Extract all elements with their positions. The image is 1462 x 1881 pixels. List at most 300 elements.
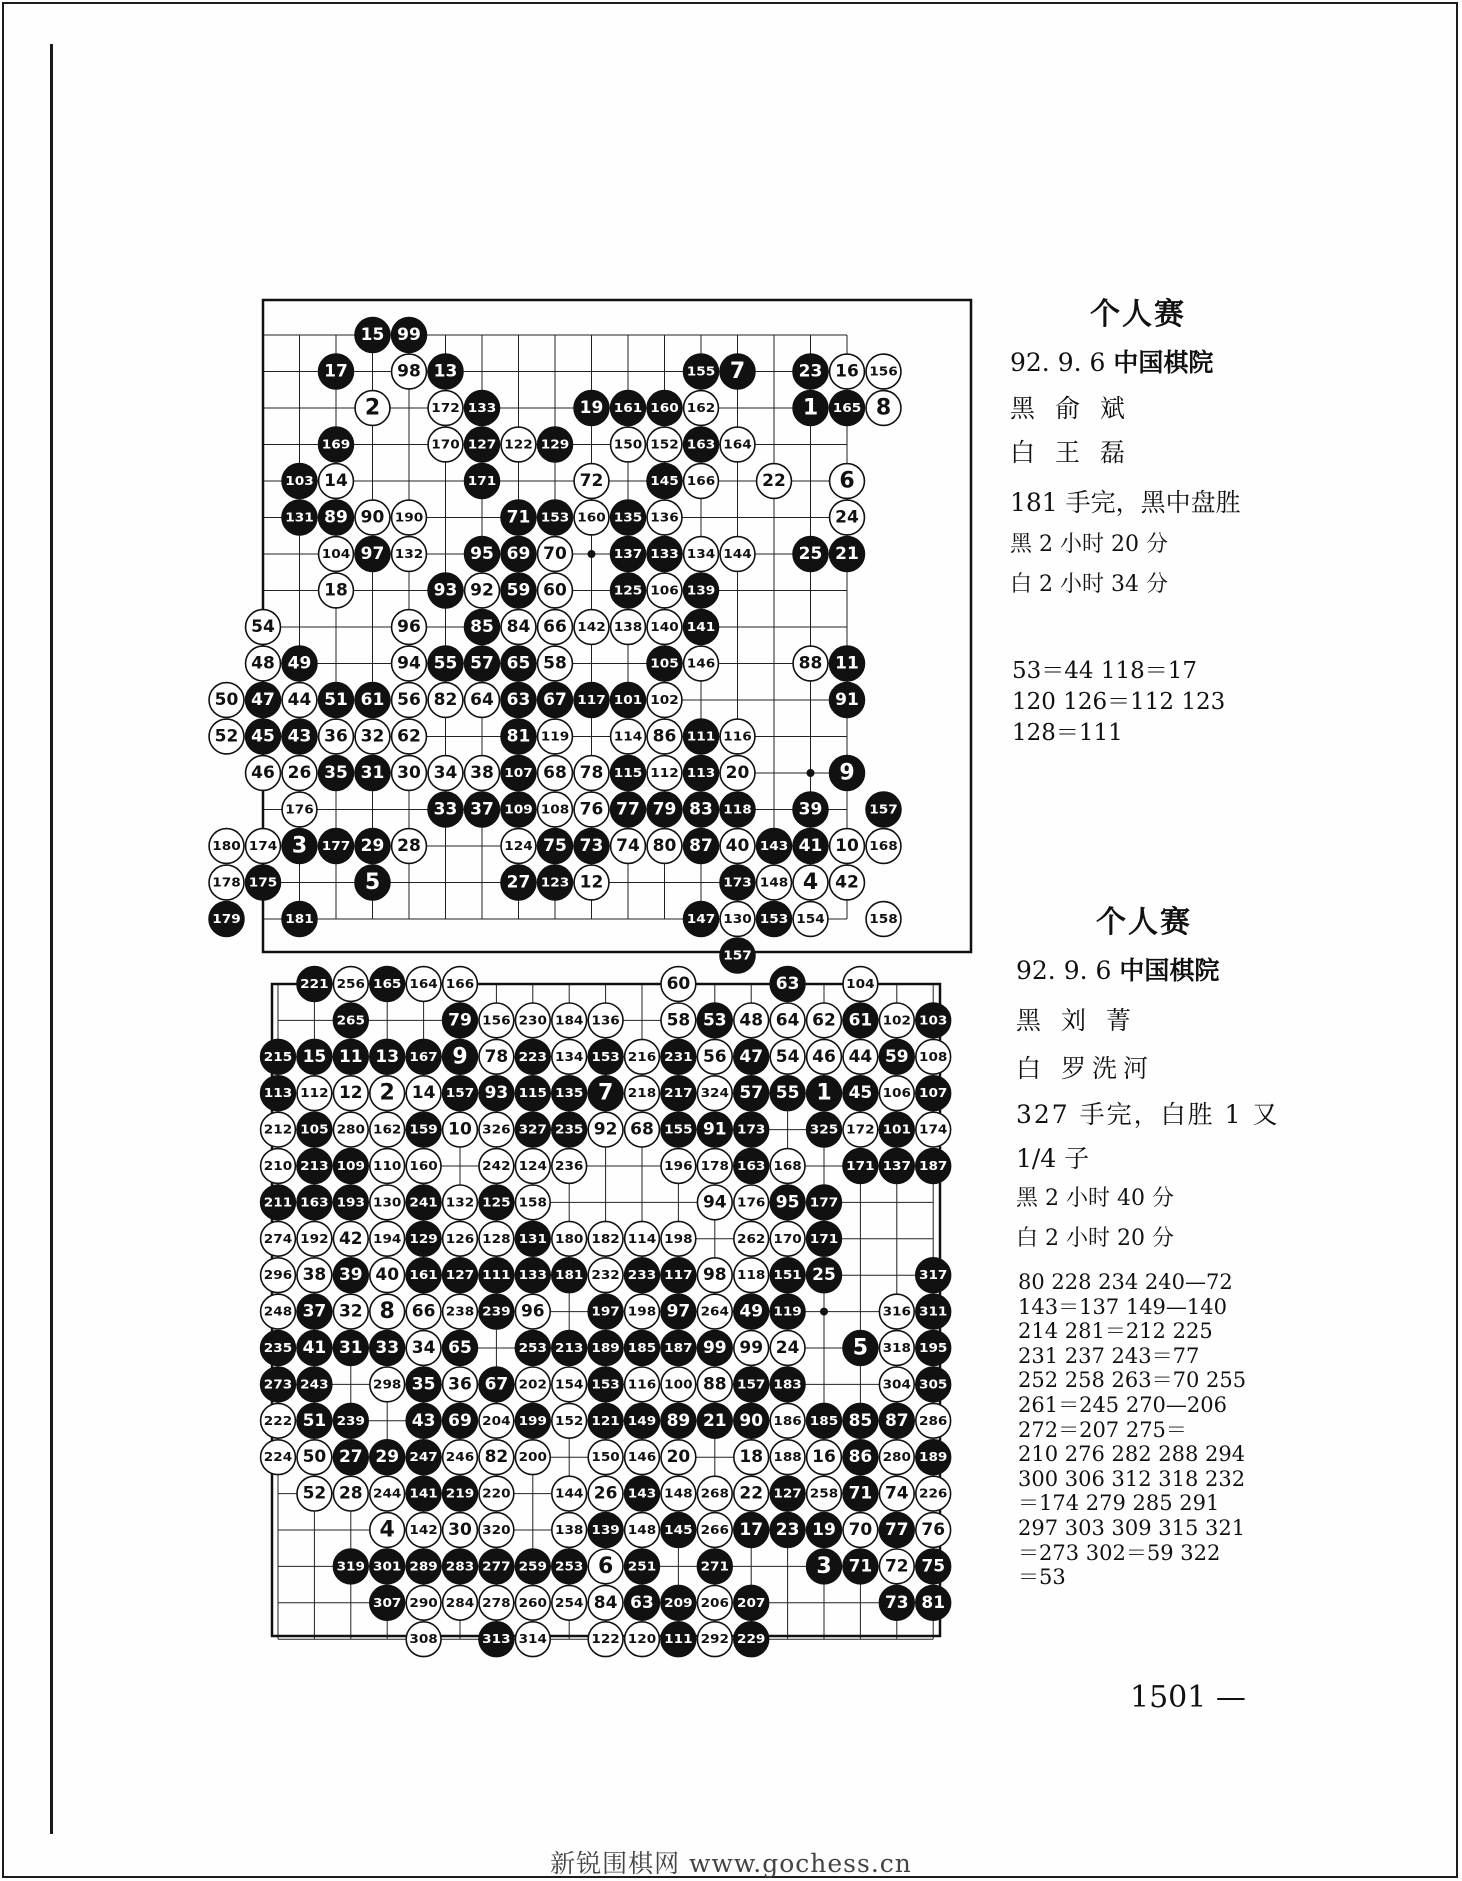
move-number: 73 — [579, 836, 604, 856]
move-number: 143 — [759, 839, 789, 853]
move-number: 152 — [650, 437, 679, 452]
note-line: 272＝207 275＝ — [1018, 1417, 1187, 1442]
move-number: 90 — [360, 507, 385, 528]
move-number: 68 — [630, 1119, 654, 1140]
white-stone — [697, 1513, 732, 1548]
black-stone — [552, 1112, 587, 1147]
white-stone — [319, 719, 354, 754]
move-number: 212 — [263, 1122, 293, 1137]
note-line: ＝174 279 285 291 — [1018, 1491, 1220, 1516]
white-stone — [843, 1039, 878, 1074]
move-number: 30 — [448, 1520, 472, 1540]
move-number: 283 — [445, 1559, 475, 1574]
move-number: 70 — [848, 1520, 873, 1540]
move-number: 180 — [555, 1231, 584, 1246]
move-number: 129 — [540, 437, 570, 452]
move-number: 48 — [739, 1010, 764, 1031]
white-stone — [443, 967, 478, 1002]
move-number: 108 — [540, 802, 570, 817]
white-stone — [588, 1112, 623, 1147]
white-stone — [261, 1258, 296, 1293]
move-number: 123 — [540, 875, 570, 890]
move-number: 251 — [627, 1559, 657, 1574]
black-stone — [588, 1403, 623, 1438]
white-stone — [661, 1440, 696, 1475]
black-stone — [465, 646, 500, 681]
move-number: 192 — [300, 1231, 329, 1246]
move-number: 160 — [577, 510, 606, 525]
move-number: 86 — [652, 726, 677, 747]
move-number: 57 — [739, 1083, 764, 1104]
move-number: 16 — [835, 361, 859, 382]
white-stone — [625, 1367, 660, 1402]
white-stone — [333, 1076, 368, 1111]
black-stone — [370, 1585, 405, 1620]
white-stone — [319, 537, 354, 572]
move-number: 58 — [666, 1010, 691, 1031]
move-number: 239 — [482, 1304, 511, 1319]
white-stone — [406, 1513, 441, 1548]
white-stone — [757, 865, 792, 900]
white-stone — [793, 902, 828, 937]
black-stone — [479, 1185, 514, 1220]
move-number: 89 — [666, 1410, 691, 1431]
black-stone — [515, 1221, 550, 1256]
move-number: 112 — [300, 1086, 329, 1101]
move-number: 19 — [579, 398, 604, 418]
white-stone — [879, 1331, 914, 1366]
move-number: 130 — [723, 912, 752, 926]
white-stone — [538, 756, 573, 791]
move-number: 94 — [397, 653, 421, 674]
black-stone — [355, 537, 390, 572]
move-number: 26 — [287, 763, 312, 783]
white-stone — [720, 719, 755, 754]
move-number: 67 — [543, 690, 567, 710]
move-notes-bottom — [1018, 1270, 1246, 1590]
black-stone — [807, 1076, 842, 1111]
move-number: 150 — [613, 437, 643, 452]
black-stone — [443, 1476, 478, 1511]
move-number: 25 — [812, 1265, 836, 1286]
black-stone — [661, 1039, 696, 1074]
black-stone — [297, 1294, 332, 1329]
move-number: 98 — [702, 1265, 727, 1286]
move-number: 36 — [448, 1374, 472, 1395]
white-stone — [625, 1076, 660, 1111]
black-stone — [625, 1549, 660, 1584]
move-number: 141 — [409, 1486, 438, 1501]
move-number: 210 — [263, 1159, 293, 1173]
note-line: 300 306 312 318 232 — [1018, 1466, 1246, 1491]
move-number: 44 — [848, 1046, 873, 1067]
move-number: 14 — [411, 1083, 436, 1104]
note-line: 128＝111 — [1012, 720, 1123, 746]
white-stone — [501, 427, 536, 462]
game-date: 92. 9. 6 — [1016, 956, 1112, 985]
black-stone — [465, 464, 500, 499]
move-number: 13 — [433, 361, 458, 382]
white-stone — [370, 1513, 405, 1548]
white-stone — [515, 1003, 550, 1038]
white-stone — [209, 719, 244, 754]
move-number: 74 — [884, 1483, 909, 1504]
move-number: 136 — [650, 510, 679, 525]
move-number: 117 — [577, 693, 606, 707]
game-date-venue — [1010, 350, 1213, 375]
white-stone — [916, 1112, 951, 1147]
move-number: 79 — [448, 1010, 472, 1031]
move-number: 280 — [882, 1450, 911, 1465]
black-stone — [501, 646, 536, 681]
black-stone — [406, 1367, 441, 1402]
move-number: 157 — [737, 1377, 766, 1392]
move-number: 126 — [445, 1231, 475, 1246]
black-stone — [261, 1185, 296, 1220]
black-stone — [443, 1331, 478, 1366]
black-stone — [443, 1039, 478, 1074]
move-number: 221 — [300, 977, 329, 991]
move-number: 29 — [375, 1447, 400, 1468]
black-stone — [501, 683, 536, 718]
black-stone — [843, 1403, 878, 1438]
white-stone — [697, 1185, 732, 1220]
move-number: 40 — [725, 836, 750, 856]
move-number: 31 — [360, 763, 385, 783]
white-stone — [515, 1440, 550, 1475]
black-stone — [807, 1112, 842, 1147]
move-number: 14 — [324, 471, 348, 491]
black-stone — [209, 902, 244, 937]
black-stone — [246, 683, 281, 718]
move-number: 3 — [291, 833, 308, 859]
black-stone — [647, 792, 682, 827]
move-number: 138 — [555, 1523, 584, 1537]
white-stone — [625, 1112, 660, 1147]
black-stone — [807, 1549, 842, 1584]
move-number: 13 — [375, 1046, 400, 1067]
move-number: 32 — [360, 726, 385, 747]
move-number: 152 — [555, 1413, 584, 1428]
white-stone — [697, 1585, 732, 1620]
black-stone — [684, 610, 719, 645]
move-number: 290 — [409, 1595, 438, 1610]
black-stone — [355, 865, 390, 900]
white-stone — [479, 1403, 514, 1438]
black-stone — [261, 1039, 296, 1074]
black-stone — [830, 683, 865, 718]
move-number: 278 — [482, 1595, 511, 1610]
move-number: 17 — [324, 361, 348, 382]
move-number: 29 — [360, 836, 385, 856]
white-stone — [684, 464, 719, 499]
move-number: 96 — [520, 1301, 545, 1322]
white-stone — [355, 500, 390, 535]
black-stone — [333, 1185, 368, 1220]
move-number: 34 — [411, 1338, 436, 1358]
white-stone — [479, 1513, 514, 1548]
black-stone — [515, 1331, 550, 1366]
move-number: 84 — [593, 1592, 618, 1613]
black-stone — [879, 1403, 914, 1438]
white-stone — [538, 537, 573, 572]
move-number: 24 — [775, 1338, 800, 1358]
black-stone — [479, 1549, 514, 1584]
page-number: 1501 — — [1130, 1680, 1246, 1715]
black-stone — [479, 1622, 514, 1657]
move-number: 100 — [664, 1377, 693, 1392]
move-number: 155 — [664, 1122, 693, 1137]
move-number: 30 — [397, 763, 421, 783]
move-number: 193 — [336, 1195, 365, 1210]
move-number: 105 — [650, 656, 679, 671]
move-number: 235 — [555, 1122, 584, 1137]
black-stone — [333, 1149, 368, 1184]
white-stone — [479, 1585, 514, 1620]
white-stone — [552, 1476, 587, 1511]
move-number: 176 — [737, 1195, 766, 1210]
black-stone — [297, 967, 332, 1002]
white-stone — [720, 902, 755, 937]
white-stone — [574, 756, 609, 791]
move-number: 110 — [373, 1159, 402, 1173]
black-stone — [370, 1549, 405, 1584]
black-stone — [793, 792, 828, 827]
move-number: 72 — [884, 1556, 909, 1577]
white-stone — [428, 756, 463, 791]
move-number: 207 — [737, 1595, 766, 1610]
move-number: 239 — [336, 1413, 365, 1428]
move-number: 325 — [809, 1122, 839, 1137]
white-stone — [588, 1258, 623, 1293]
move-number: 61 — [848, 1010, 873, 1031]
black-stone — [515, 1076, 550, 1111]
black-stone — [501, 719, 536, 754]
black-stone — [770, 1185, 805, 1220]
note-line: 53＝44 118＝17 — [1012, 658, 1198, 684]
white-stone — [443, 1185, 478, 1220]
white-stone — [261, 1149, 296, 1184]
move-number: 97 — [360, 544, 385, 564]
note-line: ＝273 302＝59 322 — [1018, 1540, 1221, 1565]
white-stone — [879, 1476, 914, 1511]
black-stone — [319, 354, 354, 389]
white-stone — [647, 573, 682, 608]
white-stone — [697, 1039, 732, 1074]
move-number: 2 — [379, 1080, 395, 1106]
move-number: 305 — [919, 1377, 948, 1392]
note-line: 231 237 243＝77 — [1018, 1343, 1200, 1368]
move-number: 164 — [409, 977, 438, 991]
move-number: 163 — [737, 1159, 766, 1173]
black-stone — [465, 537, 500, 572]
move-number: 177 — [809, 1195, 839, 1210]
black-stone — [684, 902, 719, 937]
move-number: 104 — [321, 547, 351, 561]
move-number: 187 — [664, 1341, 693, 1355]
move-number: 190 — [394, 510, 424, 525]
white-stone — [370, 1258, 405, 1293]
black-stone — [552, 1549, 587, 1584]
go-board-top — [212, 298, 990, 988]
move-number: 195 — [919, 1341, 948, 1355]
move-number: 37 — [302, 1301, 327, 1322]
move-number: 71 — [506, 507, 531, 528]
white-stone — [647, 719, 682, 754]
move-number: 226 — [919, 1486, 948, 1501]
white-stone — [297, 1221, 332, 1256]
black-stone — [734, 1622, 769, 1657]
move-number: 103 — [285, 474, 314, 488]
black-stone — [355, 829, 390, 864]
black-stone — [501, 537, 536, 572]
move-number: 116 — [723, 729, 752, 744]
move-number: 87 — [689, 836, 713, 856]
black-stone — [297, 1039, 332, 1074]
black-stone — [333, 1403, 368, 1438]
move-number: 127 — [445, 1268, 475, 1283]
move-number: 65 — [506, 653, 531, 674]
move-number: 148 — [759, 875, 789, 890]
move-number: 198 — [664, 1231, 693, 1246]
move-number: 60 — [666, 974, 691, 994]
white-stone — [574, 865, 609, 900]
move-number: 111 — [686, 729, 716, 744]
black-stone — [843, 1331, 878, 1366]
move-number: 308 — [409, 1632, 438, 1647]
move-number: 98 — [397, 361, 421, 382]
black-stone — [552, 1258, 587, 1293]
white-stone — [392, 719, 427, 754]
move-number: 31 — [338, 1338, 363, 1358]
move-number: 131 — [285, 510, 314, 525]
note-line: ＝53 — [1018, 1565, 1066, 1590]
black-stone — [588, 1039, 623, 1074]
white-stone — [515, 1185, 550, 1220]
move-number: 216 — [627, 1049, 657, 1064]
move-number: 93 — [433, 580, 458, 601]
white-stone — [757, 464, 792, 499]
black-stone — [538, 683, 573, 718]
note-line: 297 303 309 315 321 — [1018, 1515, 1246, 1540]
white-stone — [333, 1294, 368, 1329]
black-stone — [684, 354, 719, 389]
move-number: 139 — [686, 583, 716, 598]
move-number: 56 — [397, 690, 421, 710]
black-stone — [697, 1403, 732, 1438]
move-number: 260 — [518, 1595, 547, 1610]
black-stone — [588, 1331, 623, 1366]
move-number: 6 — [839, 468, 855, 494]
white-stone — [574, 792, 609, 827]
move-number: 71 — [848, 1483, 873, 1504]
black-stone — [807, 1403, 842, 1438]
white-stone — [843, 967, 878, 1002]
move-number: 6 — [597, 1553, 614, 1579]
white-stone — [515, 1294, 550, 1329]
black-stone — [625, 1476, 660, 1511]
white-stone — [647, 610, 682, 645]
move-number: 153 — [540, 510, 570, 525]
white-stone — [406, 1585, 441, 1620]
move-number: 62 — [812, 1010, 836, 1031]
white-stone — [479, 1003, 514, 1038]
black-stone — [297, 1331, 332, 1366]
white-stone — [625, 1622, 660, 1657]
black-stone — [684, 829, 719, 864]
black-stone — [684, 427, 719, 462]
move-number: 23 — [798, 361, 823, 382]
move-number: 105 — [300, 1122, 329, 1137]
white-stone — [697, 1258, 732, 1293]
move-number: 318 — [882, 1341, 911, 1355]
move-number: 136 — [591, 1013, 620, 1028]
white-stone — [574, 500, 609, 535]
move-number: 125 — [613, 583, 643, 598]
move-number: 23 — [775, 1520, 800, 1540]
move-number: 184 — [555, 1013, 584, 1028]
black-stone — [770, 1476, 805, 1511]
move-number: 175 — [248, 875, 278, 890]
move-number: 307 — [373, 1595, 402, 1610]
white-stone — [770, 1003, 805, 1038]
move-number: 154 — [796, 912, 825, 926]
move-number: 220 — [482, 1486, 511, 1501]
move-number: 173 — [723, 875, 752, 890]
move-number: 264 — [700, 1304, 729, 1319]
white-stone — [333, 967, 368, 1002]
move-number: 198 — [627, 1304, 657, 1319]
black-stone — [916, 1440, 951, 1475]
white-stone — [843, 1513, 878, 1548]
game-result: 327 手完，白胜 1 又 — [1016, 1100, 1280, 1129]
white-stone — [538, 646, 573, 681]
move-number: 115 — [613, 766, 643, 780]
black-stone — [661, 1585, 696, 1620]
black-stone — [333, 1039, 368, 1074]
black-stone — [246, 719, 281, 754]
move-number: 230 — [518, 1013, 547, 1028]
black-stone — [879, 1039, 914, 1074]
move-number: 194 — [373, 1231, 402, 1246]
black-player: 黑 刘 菁 — [1016, 1006, 1137, 1035]
move-number: 168 — [869, 839, 898, 853]
move-number: 47 — [739, 1046, 764, 1067]
move-number: 142 — [577, 620, 606, 634]
move-number: 161 — [613, 401, 643, 415]
black-stone — [843, 1440, 878, 1475]
move-number: 137 — [613, 547, 643, 561]
move-number: 174 — [248, 839, 278, 853]
move-number: 77 — [884, 1520, 909, 1540]
white-stone — [246, 829, 281, 864]
black-stone — [647, 646, 682, 681]
white-stone — [501, 829, 536, 864]
black-stone — [428, 573, 463, 608]
white-stone — [625, 1039, 660, 1074]
move-number: 196 — [664, 1159, 693, 1173]
move-number: 181 — [285, 912, 314, 926]
white-stone — [661, 1367, 696, 1402]
note-line: 261＝245 270—206 — [1018, 1392, 1228, 1417]
white-stone — [770, 1403, 805, 1438]
move-number: 124 — [518, 1159, 547, 1173]
black-stone — [406, 1112, 441, 1147]
move-number: 298 — [373, 1377, 402, 1392]
move-number: 71 — [848, 1556, 873, 1577]
move-number: 35 — [411, 1374, 436, 1395]
black-stone — [793, 354, 828, 389]
